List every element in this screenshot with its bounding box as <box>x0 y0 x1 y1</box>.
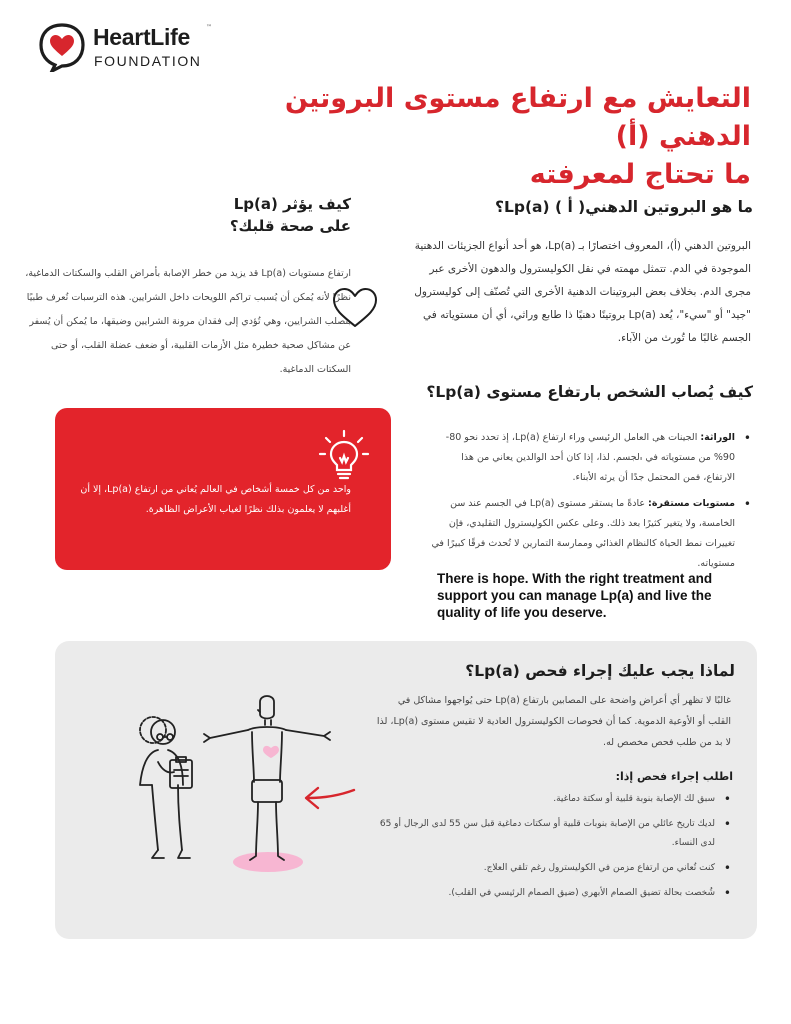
what-is-body: البروتين الدهني (أ)، المعروف اختصارًا بـ (Lp(a، هو أحد أنواع الجزيئات الدهنية الموجودة في الدم. تتمثل مهمته في نقل الكوليسترول والدهون الأخرى عبر مجرى الدم. بخلاف بعض البروتينات الدهنية الأخرى التي تُصنّف إلى كوليسترول "جيد" أو "سيء"، يُعد (Lp(a بروتينًا دهنيًا ذا طابع وراثي، أي أن مستوياته في الجسم غالبًا ما تُورث من الآباء. <box>414 240 751 344</box>
list-item: • كنت تُعاني من ارتفاع مزمن في الكوليسترول رغم تلقي العلاج. <box>378 859 733 878</box>
bullet-text: عادةً ما يستقر مستوى (Lp(a في الجسم عند سن الخامسة، ولا يتغير كثيرًا بعد ذلك. وعلى عكس الكوليسترول التقليدي، فإن تغييرات نمط الحياة كالنظام الغذائي وممارسة التمارين لا تُحدث فرقًا كبيرًا في مستوياته. <box>431 498 735 569</box>
why-test-body: غالبًا لا تظهر أي أعراض واضحة على المصابين بارتفاع (Lp(a حتى يُواجهوا مشاكل في القلب أو الأوعية الدموية. كما أن فحوصات الكوليسترول العادية لا تقيس مستوى (Lp(a، لذا لا بد من طلب فحص مخصص له. <box>376 695 731 748</box>
heart-effect-heading-line2: على صحة قلبك؟ <box>229 217 351 235</box>
why-test-heading: لماذا يجب عليك إجراء فحص (Lp(a؟ <box>465 662 735 680</box>
list-item: • لديك تاريخ عائلي من الإصابة بنوبات قلبية أو سكتات دماغية قبل سن 55 لدى الرجال أو 65 لدى النساء. <box>378 815 733 853</box>
heart-effect-heading-line1: كيف يؤثر (Lp(a <box>233 195 351 213</box>
page-title-line1: التعايش مع ارتفاع مستوى البروتين الدهني (أ) <box>284 83 751 152</box>
heart-effect-body: ارتفاع مستويات (Lp(a قد يزيد من خطر الإصابة بأمراض القلب والسكتات الدماغية، نظرًا لأنه يُمكن أن يُسبب تراكم اللويحات داخل الشرايين. هذه الترسبات تُعرف طبيًا بتصلب الشرايين، وهي تُؤدي إلى فقدان مرونة الشرايين وضيقها، ما يُمكن أن يُسفر عن مشاكل صحية خطيرة مثل الأزمات القلبية، أو ضعف عضلة القلب، أو حتى السكتات الدماغية. <box>25 268 351 375</box>
bullet-term: مستويات مستقرة: <box>648 498 735 509</box>
logo-subtitle: FOUNDATION <box>94 53 202 69</box>
list-item: • سبق لك الإصابة بنوبة قلبية أو سكتة دماغية. <box>378 790 733 809</box>
ask-test-heading: اطلب إجراء فحص إذا: <box>615 770 733 783</box>
what-is-heading: ما هو البروتين الدهني( أ ) (Lp(a؟ <box>494 198 753 216</box>
page-title <box>231 80 751 194</box>
bullet-term: الوراثة: <box>700 432 735 443</box>
list-item <box>428 428 753 488</box>
doctor-patient-illustration <box>128 690 368 880</box>
ask-test-list <box>378 790 733 909</box>
page-title-line2: ما تحتاج لمعرفته <box>529 159 751 190</box>
list-item <box>428 494 753 574</box>
heart-speech-bubble-icon <box>38 22 86 72</box>
lightbulb-icon <box>318 428 370 484</box>
how-heading: كيف يُصاب الشخص بارتفاع مستوى (Lp(a؟ <box>426 383 753 401</box>
heart-outline-icon <box>330 285 380 329</box>
did-you-know-body: واحد من كل خمسة أشخاص في العالم يُعاني من ارتفاع (Lp(a، إلا أن أغلبهم لا يعلمون بذلك نظرًا لغياب الأعراض الظاهرة. <box>80 484 351 515</box>
logo-wordmark: HeartLife <box>93 24 190 50</box>
heart-effect-heading <box>161 193 351 237</box>
logo <box>38 20 228 80</box>
logo-trademark: ™ <box>206 24 212 31</box>
hope-statement: There is hope. With the right treatment and support you can manage Lp(a) and live the quality of life you deserve. <box>437 571 713 620</box>
list-item: • شُخصت بحالة تضيق الصمام الأبهري (ضيق الصمام الرئيسي في القلب). <box>378 884 733 903</box>
bullet-text: الجينات هي العامل الرئيسي وراء ارتفاع (Lp(a، إذ تحدد نحو 80-90% من مستوياته في الجسم. لذا، إذا كان أحد الوالدين يعاني من هذا الارتفاع، فمن المحتمل جدًا أن يرثه الأبناء. <box>445 432 735 483</box>
did-you-know-heading: هل تعلم؟ <box>628 438 703 457</box>
